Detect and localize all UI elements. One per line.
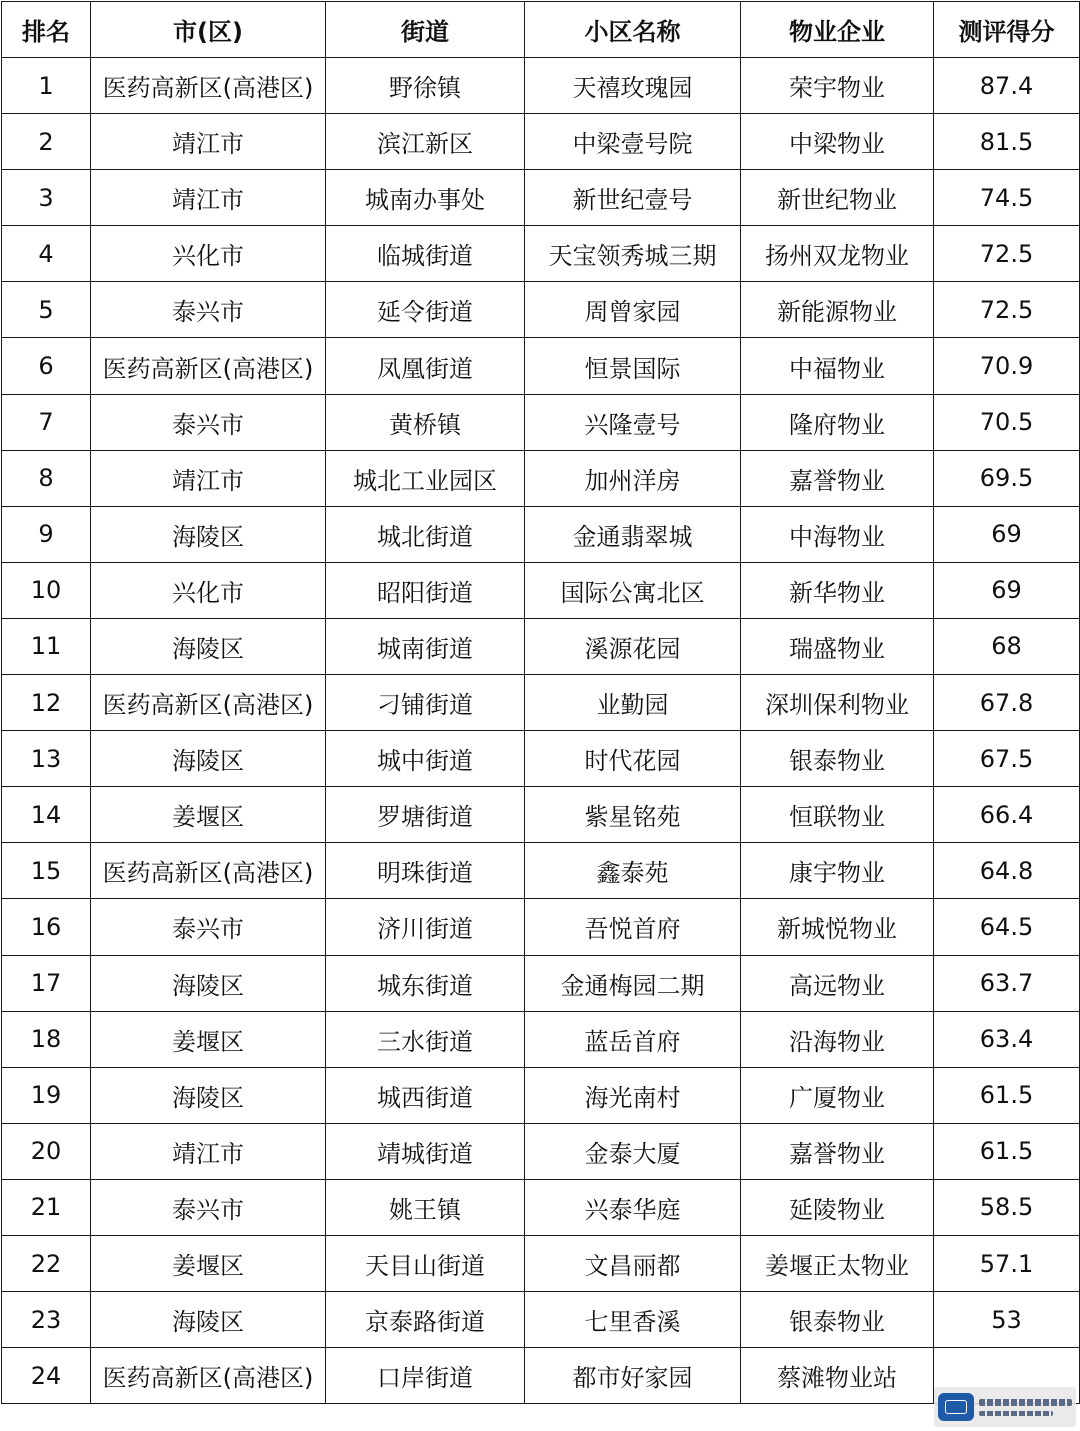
cell-property-company: 新世纪物业 <box>741 170 934 226</box>
cell-score: 87.4 <box>934 58 1080 114</box>
cell-street: 城北工业园区 <box>326 450 525 506</box>
cell-property-company: 康宇物业 <box>741 843 934 899</box>
table-row <box>2 58 1080 114</box>
cell-property-company: 荣宇物业 <box>741 58 934 114</box>
cell-rank: 7 <box>2 394 91 450</box>
table-row <box>2 618 1080 674</box>
cell-street: 明珠街道 <box>326 843 525 899</box>
cell-rank: 5 <box>2 282 91 338</box>
cell-street: 三水街道 <box>326 1011 525 1067</box>
cell-property-company: 隆府物业 <box>741 394 934 450</box>
cell-city: 医药高新区(高港区) <box>91 58 326 114</box>
header-property-company: 物业企业 <box>741 2 934 58</box>
cell-community: 文昌丽都 <box>525 1235 741 1291</box>
cell-rank: 13 <box>2 731 91 787</box>
cell-property-company: 中福物业 <box>741 338 934 394</box>
cell-street: 凤凰街道 <box>326 338 525 394</box>
table-row <box>2 1179 1080 1235</box>
cell-property-company: 新城悦物业 <box>741 899 934 955</box>
cell-score: 57.1 <box>934 1235 1080 1291</box>
cell-score: 53 <box>934 1292 1080 1348</box>
cell-city: 靖江市 <box>91 114 326 170</box>
cell-property-company: 新华物业 <box>741 562 934 618</box>
cell-city: 医药高新区(高港区) <box>91 843 326 899</box>
cell-street: 天目山街道 <box>326 1235 525 1291</box>
cell-property-company: 新能源物业 <box>741 282 934 338</box>
cell-rank: 11 <box>2 618 91 674</box>
table-row <box>2 394 1080 450</box>
cell-community: 七里香溪 <box>525 1292 741 1348</box>
cell-street: 刁铺街道 <box>326 675 525 731</box>
cell-rank: 14 <box>2 787 91 843</box>
cell-community: 鑫泰苑 <box>525 843 741 899</box>
cell-score: 63.4 <box>934 1011 1080 1067</box>
header-community: 小区名称 <box>525 2 741 58</box>
table-row <box>2 675 1080 731</box>
cell-property-company: 嘉誉物业 <box>741 1123 934 1179</box>
cell-property-company: 中海物业 <box>741 506 934 562</box>
cell-city: 兴化市 <box>91 562 326 618</box>
table-row <box>2 1292 1080 1348</box>
cell-score: 67.5 <box>934 731 1080 787</box>
cell-score: 66.4 <box>934 787 1080 843</box>
cell-score: 61.5 <box>934 1067 1080 1123</box>
cell-street: 城北街道 <box>326 506 525 562</box>
table-body <box>2 58 1080 1404</box>
cell-street: 京泰路街道 <box>326 1292 525 1348</box>
cell-city: 泰兴市 <box>91 899 326 955</box>
cell-property-company: 沿海物业 <box>741 1011 934 1067</box>
cell-street: 济川街道 <box>326 899 525 955</box>
cell-community: 中梁壹号院 <box>525 114 741 170</box>
cell-street: 罗塘街道 <box>326 787 525 843</box>
cell-score: 69 <box>934 506 1080 562</box>
cell-rank: 24 <box>2 1348 91 1404</box>
cell-score: 72.5 <box>934 226 1080 282</box>
cell-rank: 3 <box>2 170 91 226</box>
cell-rank: 20 <box>2 1123 91 1179</box>
cell-city: 靖江市 <box>91 450 326 506</box>
cell-property-company: 扬州双龙物业 <box>741 226 934 282</box>
cell-rank: 4 <box>2 226 91 282</box>
cell-property-company: 蔡滩物业站 <box>741 1348 934 1404</box>
cell-city: 海陵区 <box>91 955 326 1011</box>
cell-score: 63.7 <box>934 955 1080 1011</box>
cell-property-company: 姜堰正太物业 <box>741 1235 934 1291</box>
table-row <box>2 843 1080 899</box>
table-row <box>2 1011 1080 1067</box>
cell-score: 67.8 <box>934 675 1080 731</box>
cell-street: 野徐镇 <box>326 58 525 114</box>
table-row <box>2 1348 1080 1404</box>
cell-rank: 12 <box>2 675 91 731</box>
cell-score: 61.5 <box>934 1123 1080 1179</box>
cell-city: 医药高新区(高港区) <box>91 1348 326 1404</box>
cell-community: 恒景国际 <box>525 338 741 394</box>
header-city: 市(区) <box>91 2 326 58</box>
cell-rank: 6 <box>2 338 91 394</box>
cell-rank: 19 <box>2 1067 91 1123</box>
cell-property-company: 恒联物业 <box>741 787 934 843</box>
cell-rank: 22 <box>2 1235 91 1291</box>
header-rank: 排名 <box>2 2 91 58</box>
table-row <box>2 1067 1080 1123</box>
cell-community: 业勤园 <box>525 675 741 731</box>
cell-community: 周曾家园 <box>525 282 741 338</box>
cell-community: 紫星铭苑 <box>525 787 741 843</box>
cell-community: 吾悦首府 <box>525 899 741 955</box>
cell-score: 64.5 <box>934 899 1080 955</box>
table-row <box>2 1235 1080 1291</box>
cell-street: 黄桥镇 <box>326 394 525 450</box>
cell-street: 滨江新区 <box>326 114 525 170</box>
cell-street: 姚王镇 <box>326 1179 525 1235</box>
cell-score: 64.8 <box>934 843 1080 899</box>
cell-city: 医药高新区(高港区) <box>91 675 326 731</box>
cell-property-company: 广厦物业 <box>741 1067 934 1123</box>
cell-street: 城西街道 <box>326 1067 525 1123</box>
table-header-row <box>2 2 1080 58</box>
cell-property-company: 银泰物业 <box>741 731 934 787</box>
header-score: 测评得分 <box>934 2 1080 58</box>
cell-community: 兴隆壹号 <box>525 394 741 450</box>
cell-community: 金泰大厦 <box>525 1123 741 1179</box>
table-row <box>2 170 1080 226</box>
table-row <box>2 1123 1080 1179</box>
cell-community: 兴泰华庭 <box>525 1179 741 1235</box>
cell-street: 城东街道 <box>326 955 525 1011</box>
table-row <box>2 562 1080 618</box>
cell-city: 泰兴市 <box>91 394 326 450</box>
cell-score: 74.5 <box>934 170 1080 226</box>
watermark <box>934 1387 1076 1427</box>
cell-rank: 8 <box>2 450 91 506</box>
cell-city: 姜堰区 <box>91 1235 326 1291</box>
cell-community: 加州洋房 <box>525 450 741 506</box>
cell-city: 海陵区 <box>91 1292 326 1348</box>
cell-rank: 17 <box>2 955 91 1011</box>
cell-city: 靖江市 <box>91 170 326 226</box>
cell-rank: 23 <box>2 1292 91 1348</box>
cell-city: 海陵区 <box>91 731 326 787</box>
cell-community: 天禧玫瑰园 <box>525 58 741 114</box>
cell-city: 姜堰区 <box>91 787 326 843</box>
table-row <box>2 955 1080 1011</box>
cell-city: 泰兴市 <box>91 1179 326 1235</box>
cell-rank: 21 <box>2 1179 91 1235</box>
cell-community: 蓝岳首府 <box>525 1011 741 1067</box>
cell-community: 金通梅园二期 <box>525 955 741 1011</box>
cell-rank: 9 <box>2 506 91 562</box>
table-row <box>2 114 1080 170</box>
table-row <box>2 450 1080 506</box>
cell-property-company: 银泰物业 <box>741 1292 934 1348</box>
cell-property-company: 中梁物业 <box>741 114 934 170</box>
cell-rank: 2 <box>2 114 91 170</box>
cell-property-company: 延陵物业 <box>741 1179 934 1235</box>
cell-community: 海光南村 <box>525 1067 741 1123</box>
cell-street: 城南街道 <box>326 618 525 674</box>
cell-score: 58.5 <box>934 1179 1080 1235</box>
watermark-text <box>979 1399 1072 1416</box>
cell-street: 口岸街道 <box>326 1348 525 1404</box>
cell-city: 靖江市 <box>91 1123 326 1179</box>
cell-community: 溪源花园 <box>525 618 741 674</box>
cell-city: 姜堰区 <box>91 1011 326 1067</box>
cell-property-company: 高远物业 <box>741 955 934 1011</box>
cell-street: 临城街道 <box>326 226 525 282</box>
cell-property-company: 瑞盛物业 <box>741 618 934 674</box>
header-street: 街道 <box>326 2 525 58</box>
cell-community: 时代花园 <box>525 731 741 787</box>
cell-city: 兴化市 <box>91 226 326 282</box>
cell-score: 68 <box>934 618 1080 674</box>
cell-property-company: 深圳保利物业 <box>741 675 934 731</box>
cell-score: 69 <box>934 562 1080 618</box>
table-row <box>2 282 1080 338</box>
cell-community: 金通翡翠城 <box>525 506 741 562</box>
site-logo-icon <box>938 1393 974 1421</box>
table-row <box>2 338 1080 394</box>
cell-rank: 1 <box>2 58 91 114</box>
cell-street: 昭阳街道 <box>326 562 525 618</box>
cell-street: 靖城街道 <box>326 1123 525 1179</box>
table-row <box>2 506 1080 562</box>
ranking-table <box>1 1 1080 1404</box>
cell-street: 延令街道 <box>326 282 525 338</box>
cell-city: 医药高新区(高港区) <box>91 338 326 394</box>
cell-community: 天宝领秀城三期 <box>525 226 741 282</box>
cell-street: 城中街道 <box>326 731 525 787</box>
cell-score: 69.5 <box>934 450 1080 506</box>
table-row <box>2 787 1080 843</box>
cell-community: 新世纪壹号 <box>525 170 741 226</box>
table-row <box>2 899 1080 955</box>
cell-city: 海陵区 <box>91 618 326 674</box>
cell-score: 81.5 <box>934 114 1080 170</box>
cell-property-company: 嘉誉物业 <box>741 450 934 506</box>
cell-score: 70.5 <box>934 394 1080 450</box>
cell-score: 72.5 <box>934 282 1080 338</box>
cell-community: 国际公寓北区 <box>525 562 741 618</box>
cell-city: 海陵区 <box>91 1067 326 1123</box>
cell-rank: 18 <box>2 1011 91 1067</box>
table-row <box>2 226 1080 282</box>
cell-score: 70.9 <box>934 338 1080 394</box>
cell-rank: 10 <box>2 562 91 618</box>
cell-street: 城南办事处 <box>326 170 525 226</box>
cell-rank: 15 <box>2 843 91 899</box>
cell-city: 泰兴市 <box>91 282 326 338</box>
cell-rank: 16 <box>2 899 91 955</box>
table-row <box>2 731 1080 787</box>
cell-city: 海陵区 <box>91 506 326 562</box>
cell-community: 都市好家园 <box>525 1348 741 1404</box>
